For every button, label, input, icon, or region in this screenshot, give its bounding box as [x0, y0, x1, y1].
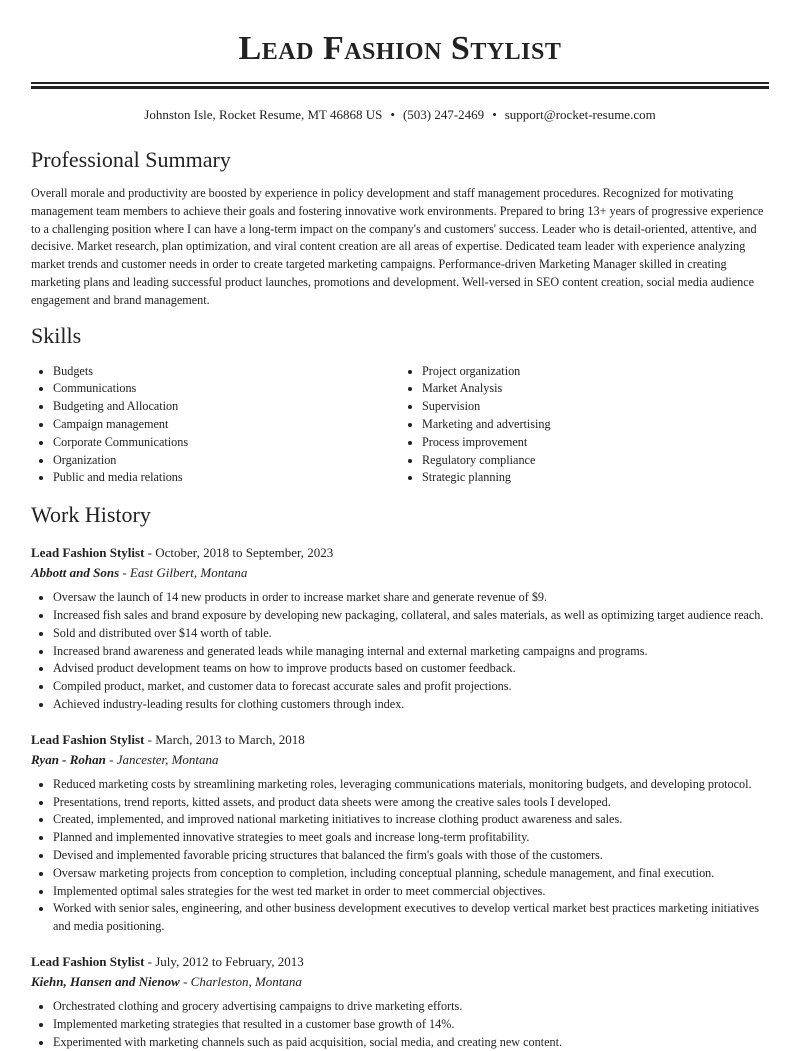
summary-heading: Professional Summary	[31, 146, 769, 174]
job-title-line	[31, 730, 769, 749]
job-title: Lead Fashion Stylist	[31, 732, 144, 747]
job-title-line	[31, 543, 769, 562]
header-divider	[31, 82, 769, 89]
skill-item: • Organization	[53, 452, 400, 470]
contact-separator: •	[390, 107, 395, 122]
job-title: Lead Fashion Stylist	[31, 545, 144, 560]
company-location: - East Gilbert, Montana	[119, 565, 247, 580]
job-bullet: • Achieved industry-leading results for clothing customers through index.	[53, 696, 769, 714]
job-bullet: • Implemented marketing strategies that resulted in a customer base growth of 14%.	[53, 1016, 769, 1034]
job-bullet: • Presentations, trend reports, kitted assets, and product data sheets were among the creative sales tools I developed.	[53, 794, 769, 812]
company-location: - Charleston, Montana	[180, 974, 302, 989]
skills-column-right	[400, 363, 769, 488]
company-name: Abbott and Sons	[31, 565, 119, 580]
skills-heading: Skills	[31, 322, 769, 350]
company-location: - Jancester, Montana	[106, 752, 219, 767]
job-bullet: • Advised product development teams on how to improve products based on customer feedback.	[53, 660, 769, 678]
skill-item: • Corporate Communications	[53, 434, 400, 452]
summary-text: Overall morale and productivity are boosted by experience in policy development and staff management procedures. Recognized for motivating management team members to achieve their goals and fostering innovative work environments. Prepared to bring 13+ years of progressive experience to a challenging position where I can have a long-term impact on the company's and customers' success. Leader who is detail-oriented, attentive, and decisive. Market research, plan optimization, and viral content creation are all areas of expertise. Dedicated team leader with experience analyzing market trends and customer needs in order to create targeted marketing campaigns. Performance-driven Marketing Manager skilled in creating marketing plans and leading successful product launches, promotions and development. Well-versed in SEO content creation, social media audience engagement and brand management.	[31, 185, 769, 310]
company-line	[31, 750, 769, 769]
skill-item: • Marketing and advertising	[422, 416, 769, 434]
contact-phone: (503) 247-2469	[403, 107, 484, 122]
job-bullets	[31, 589, 769, 714]
company-line	[31, 972, 769, 991]
job-dates: - October, 2018 to September, 2023	[144, 545, 333, 560]
job-bullet: • Sold and distributed over $14 worth of table.	[53, 625, 769, 643]
job-bullets	[31, 776, 769, 936]
job-bullet: • Oversaw marketing projects from conception to completion, including conceptual planning, schedule management, and final execution.	[53, 865, 769, 883]
job-entry	[31, 543, 769, 714]
job-bullet: • Orchestrated clothing and grocery advertising campaigns to drive marketing efforts.	[53, 998, 769, 1016]
skill-item: • Process improvement	[422, 434, 769, 452]
company-name: Ryan - Rohan	[31, 752, 106, 767]
contact-line	[31, 106, 769, 124]
skills-column-left	[31, 363, 400, 488]
resume-name: Lead Fashion Stylist	[31, 0, 769, 69]
job-bullet: • Experimented with marketing channels such as paid acquisition, social media, and creating new content.	[53, 1034, 769, 1051]
skill-item: • Budgeting and Allocation	[53, 398, 400, 416]
skill-item: • Supervision	[422, 398, 769, 416]
company-line	[31, 563, 769, 582]
job-dates: - March, 2013 to March, 2018	[144, 732, 304, 747]
contact-separator: •	[492, 107, 497, 122]
job-bullet: • Increased brand awareness and generated leads while managing internal and external marketing campaigns and programs.	[53, 643, 769, 661]
job-bullet: • Created, implemented, and improved national marketing initiatives to increase clothing product awareness and sales.	[53, 811, 769, 829]
job-bullet: • Oversaw the launch of 14 new products in order to increase market share and generate revenue of $9.	[53, 589, 769, 607]
job-bullet: • Planned and implemented innovative strategies to meet goals and increase long-term profitability.	[53, 829, 769, 847]
job-bullet: • Increased fish sales and brand exposure by developing new packaging, collateral, and sales materials, as well as optimizing target audience reach.	[53, 607, 769, 625]
job-bullet: • Implemented optimal sales strategies for the west ted market in order to meet commercial objectives.	[53, 883, 769, 901]
job-bullet: • Compiled product, market, and customer data to forecast accurate sales and profit projections.	[53, 678, 769, 696]
job-bullet: • Devised and implemented favorable pricing structures that balanced the firm's goals with those of the customers.	[53, 847, 769, 865]
job-bullets	[31, 998, 769, 1051]
skill-item: • Market Analysis	[422, 380, 769, 398]
work-history-heading: Work History	[31, 501, 769, 529]
skills-list	[31, 363, 769, 488]
job-entry	[31, 730, 769, 936]
job-bullet: • Reduced marketing costs by streamlining marketing roles, leveraging communications materials, monitoring budgets, and developing protocol.	[53, 776, 769, 794]
skill-item: • Communications	[53, 380, 400, 398]
skill-item: • Regulatory compliance	[422, 452, 769, 470]
skill-item: • Public and media relations	[53, 469, 400, 487]
job-title: Lead Fashion Stylist	[31, 954, 144, 969]
job-bullet: • Worked with senior sales, engineering, and other business development executives to develop vertical market best practices marketing initiatives and media positioning.	[53, 900, 769, 936]
skill-item: • Strategic planning	[422, 469, 769, 487]
job-entry	[31, 952, 769, 1051]
skill-item: • Budgets	[53, 363, 400, 381]
company-name: Kiehn, Hansen and Nienow	[31, 974, 180, 989]
contact-address: Johnston Isle, Rocket Resume, MT 46868 US	[144, 107, 382, 122]
job-dates: - July, 2012 to February, 2013	[144, 954, 303, 969]
job-title-line	[31, 952, 769, 971]
skill-item: • Project organization	[422, 363, 769, 381]
contact-email[interactable]: support@rocket-resume.com	[505, 107, 656, 122]
skill-item: • Campaign management	[53, 416, 400, 434]
